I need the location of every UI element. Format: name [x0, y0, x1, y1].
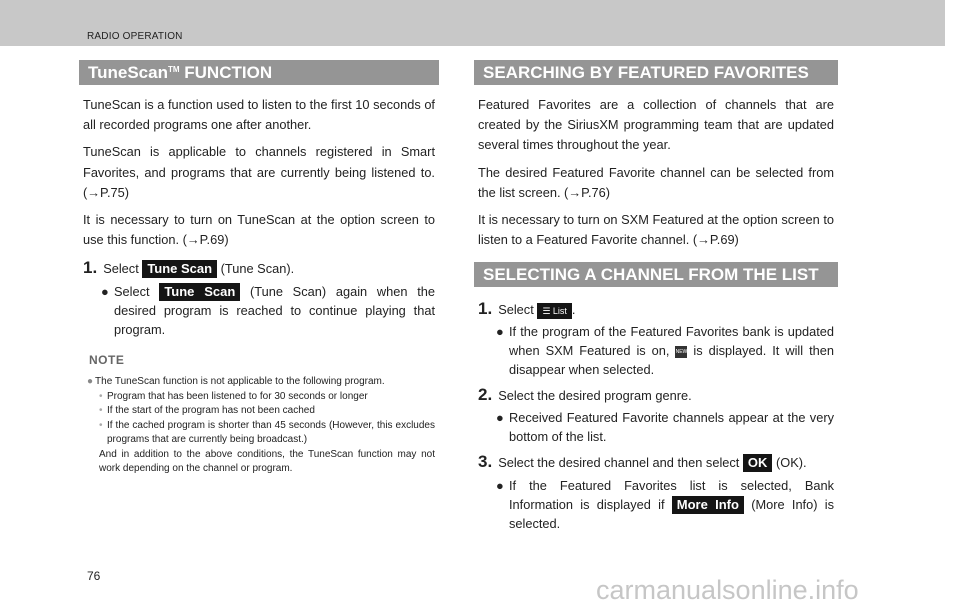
step-text: Select the desired program genre.: [498, 388, 692, 404]
step-text: Select the desired channel and then select: [498, 455, 743, 471]
list-button[interactable]: [537, 303, 572, 319]
featured-para-2: The desired Featured Favorite channel can be selected from the list screen. (→P.76): [478, 164, 834, 200]
step-number: 1.: [478, 299, 493, 319]
step-1-bullet: [101, 282, 435, 339]
tunescan-para-3: It is necessary to turn on TuneScan at the option screen to use this function. (→P.69): [83, 212, 435, 248]
note-tail: And in addition to the above conditions, the TuneScan function may not work depending on the channel or program.: [99, 448, 435, 475]
bullet-dot: ●: [496, 478, 504, 494]
note-item: [87, 390, 435, 405]
note-intro: [87, 375, 435, 390]
note-item-text: If the cached program is shorter than 45 seconds (However, this excludes programs that are currently being broadcast.): [107, 419, 435, 446]
new-badge-icon: NEW: [675, 346, 687, 358]
note-item-text: Program that has been listened to for 30 seconds or longer: [107, 390, 368, 402]
step-text-post: .: [571, 302, 576, 318]
ok-button[interactable]: OK: [743, 454, 773, 472]
step-number: 1.: [83, 258, 98, 278]
select-channel-heading: SELECTING A CHANNEL FROM THE LIST: [474, 262, 838, 287]
step-1: [478, 299, 838, 320]
featured-favorites-heading: SEARCHING BY FEATURED FAVORITES: [474, 60, 838, 85]
section-label: RADIO OPERATION: [87, 31, 183, 42]
note-body: [87, 375, 435, 477]
watermark: carmanualsonline.info: [596, 575, 859, 605]
step-3: [478, 452, 838, 473]
list-button-label: List: [552, 306, 567, 317]
step-text-post: (OK).: [772, 455, 807, 471]
note-intro-text: The TuneScan function is not applicable to the following program.: [95, 376, 385, 388]
note-title: NOTE: [89, 353, 125, 368]
heading-main: TuneScan: [88, 63, 168, 82]
step-number: 2.: [478, 385, 493, 405]
tunescan-para-2: TuneScan is applicable to channels registered in Smart Favorites, and programs that are currently being listened to. (→P.75): [83, 144, 435, 200]
step-2: [478, 385, 838, 406]
bullet-text-post: (More Info) is selected.: [509, 497, 834, 532]
bullet-text: If the Featured Favorites list is selected, Bank Information is displayed if: [509, 478, 834, 513]
left-column: [79, 60, 439, 477]
bullet-dot: ●: [496, 324, 504, 340]
note-item: [87, 404, 435, 419]
tunescan-para-1: TuneScan is a function used to listen to the first 10 seconds of all recorded programs one after another.: [83, 97, 435, 133]
right-column: [474, 60, 838, 533]
note-item-text: If the start of the program has not been cached: [107, 405, 315, 417]
more-info-button[interactable]: More Info: [672, 496, 744, 514]
step-text: Select: [103, 261, 143, 277]
tunescan-heading: [79, 60, 439, 85]
step-text: Select: [498, 302, 538, 318]
page-number: 76: [87, 569, 101, 583]
note-sub-dot: •: [99, 405, 103, 417]
tune-scan-button-2[interactable]: Tune Scan: [159, 283, 240, 301]
trademark: TM: [167, 65, 180, 74]
step-2-bullet: [496, 408, 834, 446]
step-3-bullet: [496, 476, 834, 533]
featured-para-1: Featured Favorites are a collection of channels that are created by the SiriusXM programming team that are updated several times throughout the year.: [478, 97, 834, 153]
step-1: [83, 258, 439, 279]
heading-rest: FUNCTION: [179, 63, 273, 82]
featured-para-3: It is necessary to turn on SXM Featured at the option screen to listen to a Featured Favorite channel. (→P.69): [478, 212, 834, 248]
bullet-text: If the program of the Featured Favorites bank is updated when SXM Featured is on,: [509, 324, 834, 359]
bullet-text: Select: [114, 284, 160, 300]
note-sub-dot: •: [99, 419, 103, 431]
note-sub-dot: •: [99, 390, 103, 402]
note-item: [87, 419, 435, 448]
bullet-text: Received Featured Favorite channels appear at the very bottom of the list.: [509, 410, 834, 445]
step-number: 3.: [478, 452, 493, 472]
bullet-text-post: (Tune Scan) again when the desired program is reached to continue playing that program.: [114, 284, 436, 338]
bullet-text-post: is displayed. It will then disappear when selected.: [509, 343, 834, 378]
step-text-post: (Tune Scan).: [217, 261, 295, 277]
step-1-bullet: [496, 322, 834, 379]
bullet-dot: ●: [496, 410, 504, 426]
tune-scan-button[interactable]: Tune Scan: [142, 260, 217, 278]
list-icon: ☰: [542, 306, 551, 317]
note-bullet: ●: [87, 376, 94, 388]
bullet-dot: ●: [101, 284, 109, 300]
